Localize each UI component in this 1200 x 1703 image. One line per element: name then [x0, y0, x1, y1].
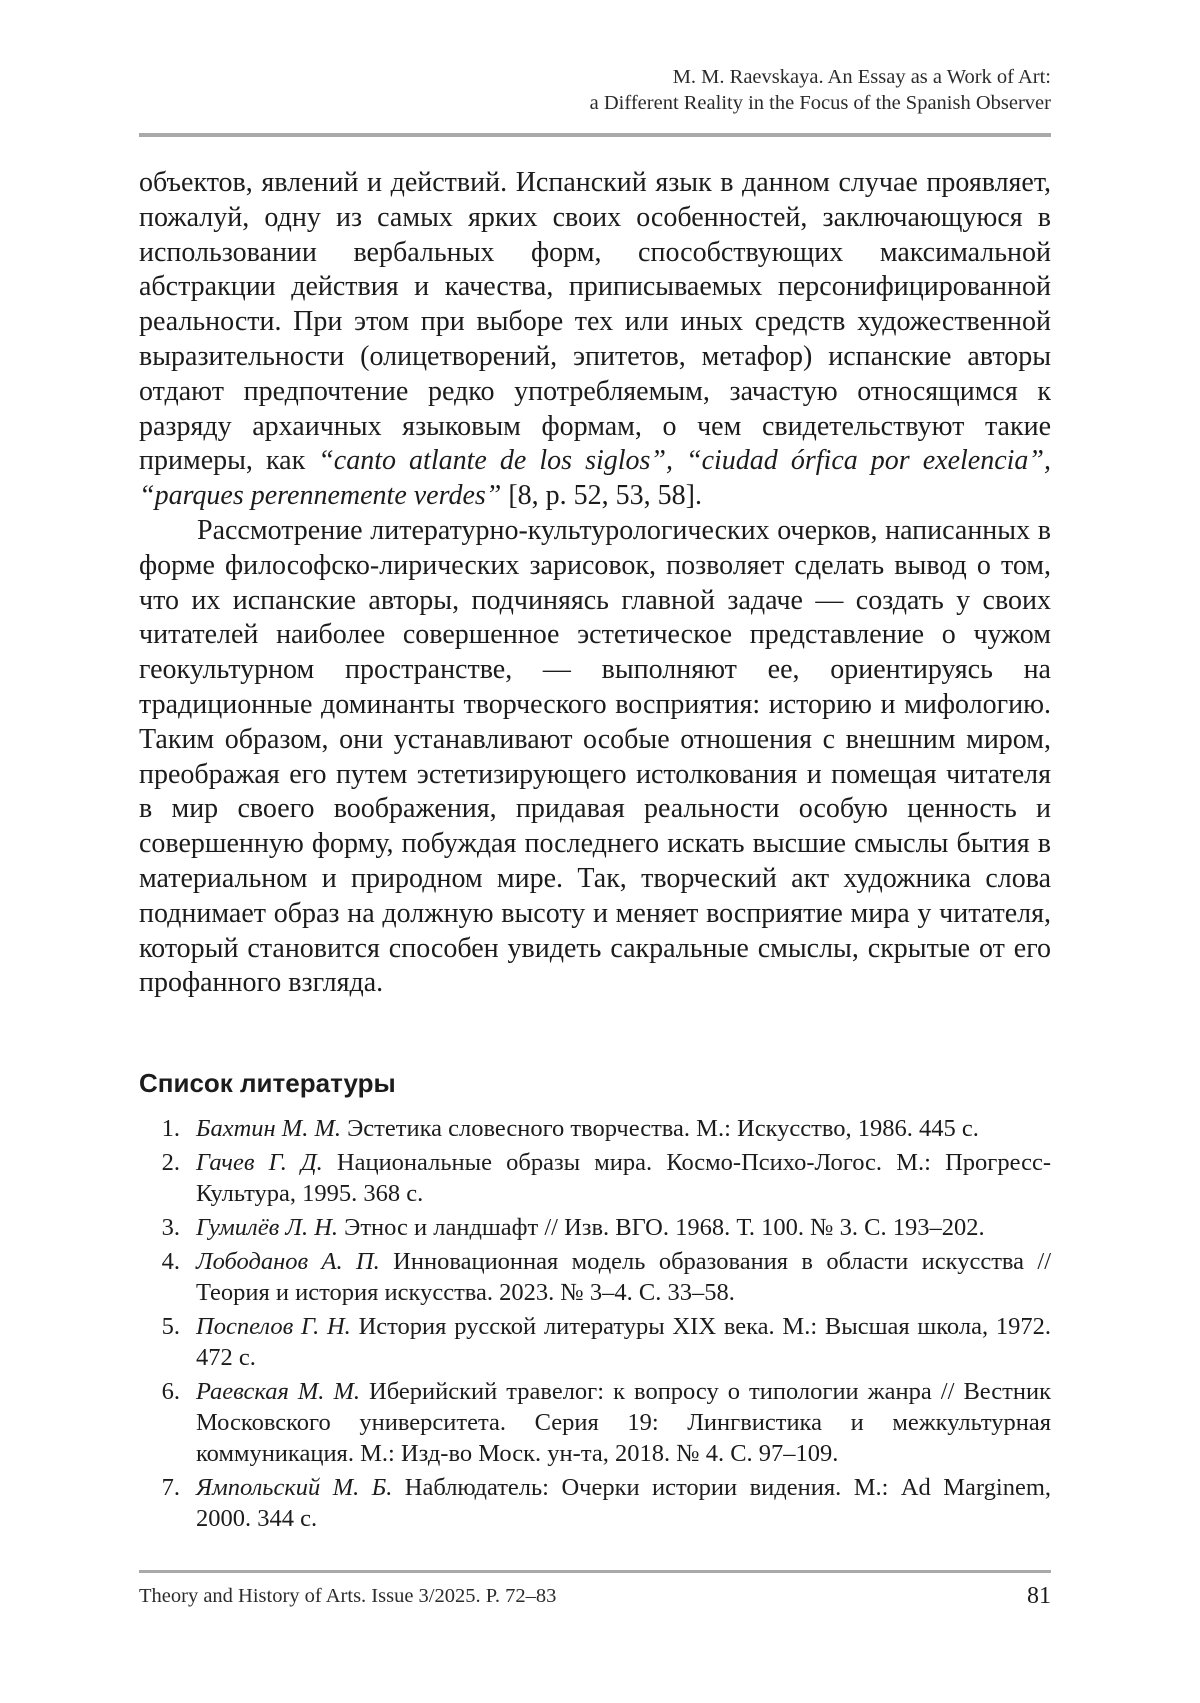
reference-text: Иберийский травелог: к вопросу о типологии жанра // Вестник Московского университета. Серия 19: Лингвистика и межкультурная коммуникация. М.: Изд-во Моск. ун-та, 2018. № 4. С. 97–109.: [196, 1378, 1051, 1467]
reference-author: Бахтин М. М.: [196, 1115, 341, 1142]
reference-author: Раевская М. М.: [196, 1378, 360, 1405]
reference-number: 7.: [161, 1474, 180, 1501]
reference-text: Этнос и ландшафт // Изв. ВГО. 1968. Т. 100. № 3. С. 193–202.: [338, 1214, 985, 1241]
page-number: 81: [1027, 1583, 1051, 1609]
article-page: [139, 0, 1051, 1703]
reference-item: [139, 1376, 1051, 1469]
running-head: [139, 64, 1051, 116]
reference-item: [139, 1113, 1051, 1144]
citation: [8, p. 52, 53, 58].: [501, 480, 703, 512]
references-heading: Список литературы: [139, 1068, 396, 1098]
reference-item: [139, 1246, 1051, 1308]
running-head-line-2: a Different Reality in the Focus of the Spanish Observer: [589, 92, 1051, 114]
spanish-examples: “canto atlante de los siglos”, “ciudad órfica por exelencia”, “parques perennemente verdes”: [139, 445, 1051, 512]
reference-item: [139, 1147, 1051, 1209]
running-head-line-1: M. M. Raevskaya. An Essay as a Work of Art:: [672, 66, 1051, 88]
reference-number: 3.: [161, 1214, 180, 1241]
reference-author: Лободанов А. П.: [196, 1248, 380, 1275]
reference-number: 2.: [161, 1149, 180, 1176]
journal-citation: Theory and History of Arts. Issue 3/2025. P. 72–83: [139, 1585, 557, 1607]
article-body: [139, 166, 1051, 1001]
reference-item: [139, 1311, 1051, 1373]
reference-number: 1.: [161, 1115, 180, 1142]
reference-author: Ямпольский М. Б.: [196, 1474, 393, 1501]
reference-text: Эстетика словесного творчества. М.: Искусство, 1986. 445 с.: [341, 1115, 979, 1142]
header-divider: [139, 133, 1051, 137]
reference-text: Национальные образы мира. Космо-Психо-Логос. М.: Прогресс-Культура, 1995. 368 с.: [196, 1149, 1051, 1207]
reference-number: 6.: [161, 1378, 180, 1405]
paragraph-2: Рассмотрение литературно-культурологических очерков, написанных в форме философско-лирических зарисовок, позволяет сделать вывод о том, что их испанские авторы, подчиняясь главной задаче — создать у своих читателей наиболее совершенное эстетическое представление о чужом геокультурном пространстве, — выполняют ее, ориентируясь на традиционные доминанты творческого восприятия: историю и мифологию. Таким образом, они устанавливают особые отношения с внешним миром, преображая его путем эстетизирующего истолкования и помещая читателя в мир своего воображения, придавая реальности особую ценность и совершенную форму, побуждая последнего искать высшие смыслы бытия в материальном и природном мире. Так, творческий акт художника слова поднимает образ на должную высоту и меняет восприятие мира у читателя, который становится способен увидеть сакральные смыслы, скрытые от его профанного взгляда.: [139, 514, 1051, 999]
reference-text: Инновационная модель образования в области искусства // Теория и история искусства. 2023. № 3–4. С. 33–58.: [196, 1248, 1052, 1306]
reference-text: История русской литературы XIX века. М.: Высшая школа, 1972. 472 с.: [196, 1313, 1051, 1371]
paragraph-1: [139, 166, 1051, 514]
reference-item: [139, 1212, 1051, 1243]
reference-author: Поспелов Г. Н.: [196, 1313, 351, 1340]
reference-text: Наблюдатель: Очерки истории видения. М.: Ad Marginem, 2000. 344 с.: [196, 1474, 1052, 1532]
paragraph-1-text: объектов, явлений и действий. Испанский язык в данном случае проявляет, пожалуй, одну из самых ярких своих особенностей, заключающуюся в использовании вербальных форм, способствующих максимальной абстракции действия и качества, приписываемых персонифицированной реальности. При этом при выборе тех или иных средств художественной выразительности (олицетворений, эпитетов, метафор) испанские авторы отдают предпочтение редко употребляемым, зачастую относящимся к разряду архаичных языковым формам, о чем свидетельствуют такие примеры, как: [139, 167, 1051, 477]
references-list: [139, 1113, 1051, 1537]
reference-number: 5.: [161, 1313, 180, 1340]
reference-author: Гачев Г. Д.: [196, 1149, 323, 1176]
reference-author: Гумилёв Л. Н.: [196, 1214, 339, 1241]
footer-divider: [139, 1570, 1051, 1573]
reference-item: [139, 1472, 1051, 1534]
reference-number: 4.: [161, 1248, 180, 1275]
